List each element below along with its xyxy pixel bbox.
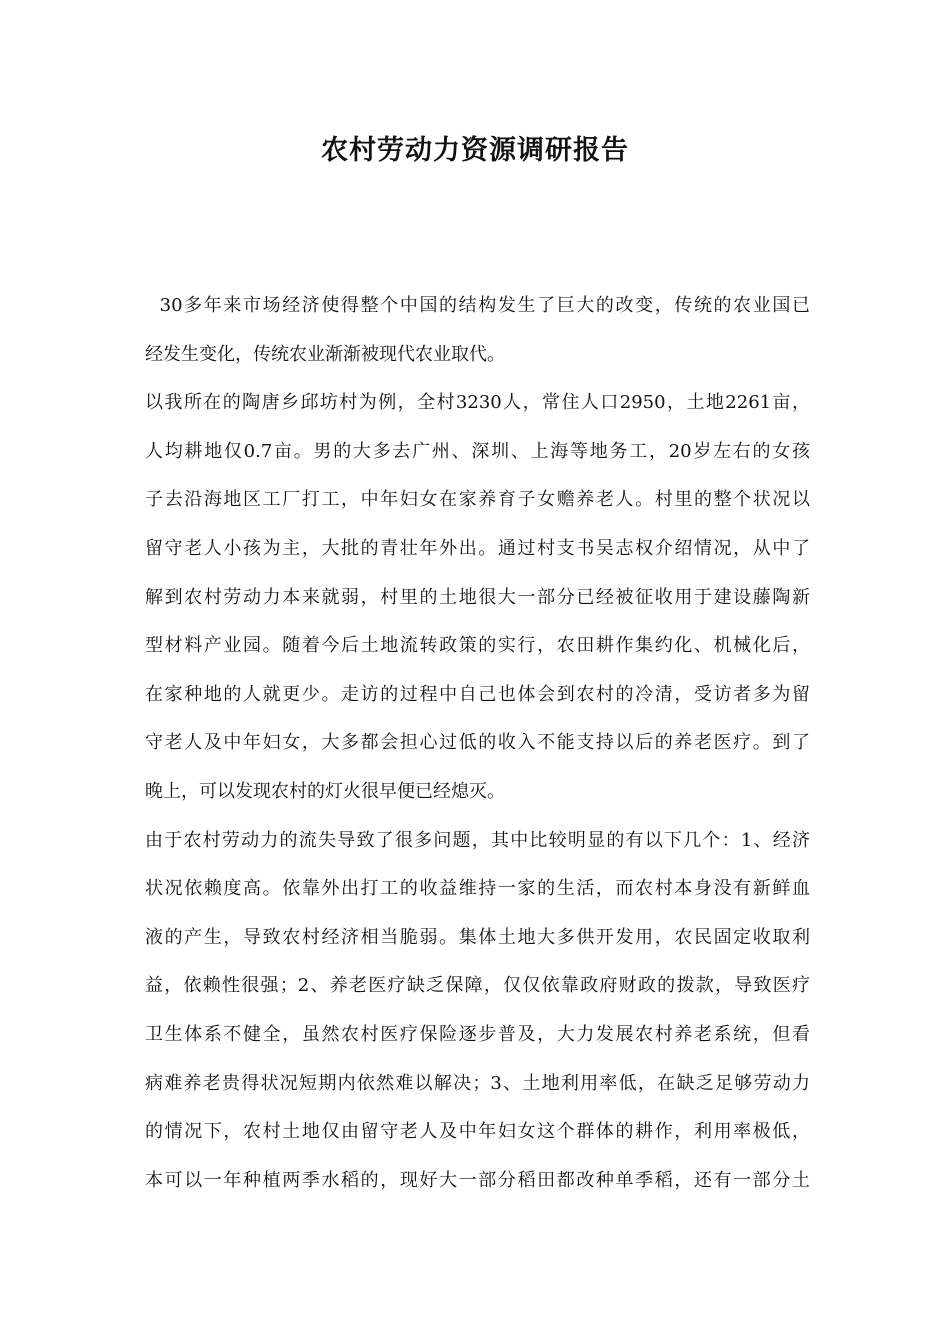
paragraph-line: 卫生体系不健全，虽然农村医疗保险逐步普及，大力发展农村养老系统，但看 xyxy=(145,1023,810,1045)
paragraph-line: 病难养老贵得状况短期内依然难以解决；3、土地利用率低，在缺乏足够劳动力 xyxy=(145,1072,810,1094)
paragraph-line: 在家种地的人就更少。走访的过程中自己也体会到农村的冷清，受访者多为留 xyxy=(145,683,810,705)
paragraph-line: 守老人及中年妇女，大多都会担心过低的收入不能支持以后的养老医疗。到了 xyxy=(145,732,810,754)
paragraph-line: 由于农村劳动力的流失导致了很多问题，其中比较明显的有以下几个：1、经济 xyxy=(145,829,810,851)
paragraph-line: 人均耕地仅0.7亩。男的大多去广州、深圳、上海等地务工，20岁左右的女孩 xyxy=(145,440,810,462)
paragraph-line: 晚上，可以发现农村的灯火很早便已经熄灭。 xyxy=(145,780,505,802)
paragraph-line: 30多年来市场经济使得整个中国的结构发生了巨大的改变，传统的农业国已 xyxy=(145,295,810,316)
paragraph-line: 子去沿海地区工厂打工，中年妇女在家养育子女赡养老人。村里的整个状况以 xyxy=(145,489,810,511)
paragraph-line: 型材料产业园。随着今后土地流转政策的实行，农田耕作集约化、机械化后， xyxy=(145,635,810,657)
paragraph-line: 留守老人小孩为主，大批的青壮年外出。通过村支书吴志权介绍情况，从中了 xyxy=(145,537,810,559)
paragraph-line: 经发生变化，传统农业渐渐被现代农业取代。 xyxy=(145,343,505,365)
paragraph-line: 的情况下，农村土地仅由留守老人及中年妇女这个群体的耕作，利用率极低， xyxy=(145,1121,810,1143)
paragraph-line: 液的产生，导致农村经济相当脆弱。集体土地大多供开发用，农民固定收取利 xyxy=(145,926,810,948)
paragraph-line: 状况依赖度高。依靠外出打工的收益维持一家的生活，而农村本身没有新鲜血 xyxy=(145,878,810,900)
paragraph-line: 解到农村劳动力本来就弱，村里的土地很大一部分已经被征收用于建设藤陶新 xyxy=(145,586,810,608)
document-title: 农村劳动力资源调研报告 xyxy=(321,135,629,166)
paragraph-line: 益，依赖性很强；2、养老医疗缺乏保障，仅仅依靠政府财政的拨款，导致医疗 xyxy=(145,975,810,997)
paragraph-line: 以我所在的陶唐乡邱坊村为例，全村3230人，常住人口2950，土地2261亩， xyxy=(145,392,810,414)
document-body xyxy=(145,288,810,1211)
paragraph-line: 本可以一年种植两季水稻的，现好大一部分稻田都改种单季稻，还有一部分土 xyxy=(145,1169,810,1191)
